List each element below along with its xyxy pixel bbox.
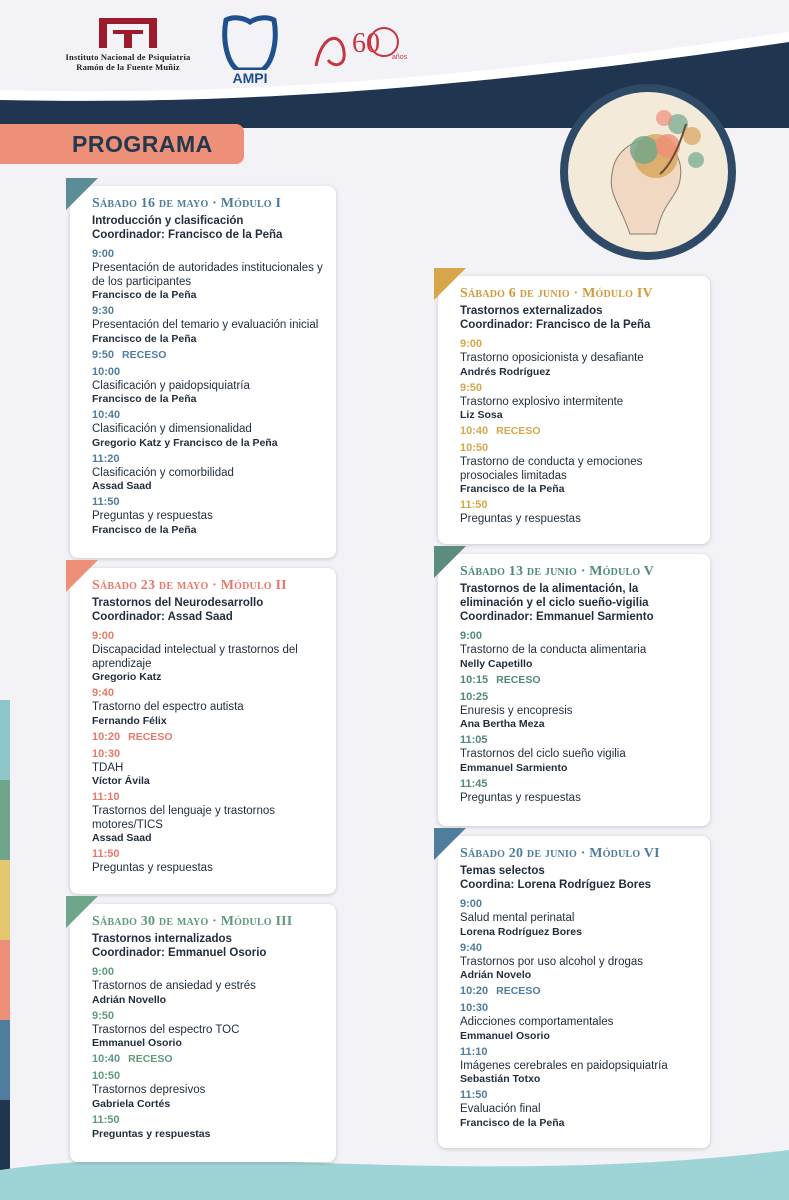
recess-label: RECESO: [496, 425, 541, 437]
session-time: 11:10: [92, 791, 120, 803]
recess-label: RECESO: [122, 348, 167, 361]
session-time: 10:50: [92, 1070, 121, 1082]
session-time: 11:50: [92, 1113, 120, 1126]
corner-accent: [434, 828, 466, 860]
session-time: 11:20: [92, 452, 120, 465]
session-speaker: Lorena Rodríguez Bores: [460, 925, 582, 938]
session-speaker: Víctor Ávila: [92, 775, 150, 787]
session-topic: Trastorno de conducta y emociones prosociales limitadas: [460, 456, 643, 482]
session-topic: Imágenes cerebrales en paidopsiquiatría: [460, 1059, 668, 1072]
module-theme: Introducción y clasificación: [92, 215, 244, 227]
ampi-logo: [216, 12, 284, 88]
session-speaker: Assad Saad: [92, 480, 152, 492]
module-theme: Trastornos del Neurodesarrollo: [92, 597, 264, 609]
session-speaker: Ana Bertha Meza: [460, 718, 545, 730]
session-topic: Trastornos depresivos: [92, 1084, 206, 1096]
session-time: 10:00: [92, 365, 121, 378]
session-speaker: Francisco de la Peña: [460, 1116, 565, 1129]
session-topic: Trastornos del ciclo sueño vigilia: [460, 748, 626, 760]
session-speaker: Emmanuel Osorio: [92, 1037, 182, 1049]
brain-illustration: [560, 84, 736, 260]
session-topic: Preguntas y respuestas: [460, 513, 581, 525]
session-time: 10:50: [460, 442, 489, 454]
session-topic: Trastornos del lenguaje y trastornos motores/TICS: [92, 805, 276, 831]
session-speaker: Francisco de la Peña: [92, 332, 197, 345]
session-topic: Discapacidad intelectual y trastornos del aprendizaje: [92, 644, 298, 670]
session-topic: Preguntas y respuestas: [92, 1127, 211, 1140]
session-topic: Preguntas y respuestas: [460, 791, 581, 804]
inp-name-line1: Instituto Nacional de Psiquiatría: [65, 52, 191, 62]
anniversary-sub: años: [392, 54, 408, 61]
session-time: 9:00: [92, 630, 115, 642]
corner-accent: [66, 560, 98, 592]
module-coordinator: Coordina: Lorena Rodríguez Bores: [460, 879, 652, 891]
recess-time: 10:20: [92, 730, 121, 743]
session-topic: Clasificación y paidopsiquiatría: [92, 379, 250, 392]
recess-time: 10:15: [460, 673, 489, 686]
session-time: 9:00: [92, 966, 115, 978]
session-topic: Trastorno de la conducta alimentaria: [460, 644, 647, 656]
session-topic: Trastorno explosivo intermitente: [460, 395, 624, 408]
session-time: 9:30: [92, 305, 115, 317]
session-time: 11:50: [460, 499, 488, 511]
session-speaker: Andrés Rodríguez: [460, 365, 551, 378]
session-time: 11:05: [460, 734, 488, 746]
session-speaker: Gabriela Cortés: [92, 1097, 171, 1110]
session-speaker: Francisco de la Peña: [92, 393, 197, 405]
recess-row: [92, 348, 326, 363]
module-title: Sábado 6 de junio · Módulo IV: [460, 286, 653, 301]
session-speaker: Adrián Novello: [92, 993, 167, 1006]
inp-logo: [58, 18, 198, 72]
session-speaker: Adrián Novelo: [460, 969, 532, 981]
session-time: 10:30: [460, 1002, 489, 1014]
module-coordinator: Coordinador: Francisco de la Peña: [460, 319, 651, 331]
session-speaker: Liz Sosa: [460, 409, 503, 421]
session-topic: Salud mental perinatal: [460, 912, 575, 924]
recess-time: 9:50: [92, 348, 115, 361]
module-title: Sábado 30 de mayo · Módulo III: [92, 914, 293, 929]
session-speaker: Assad Saad: [92, 832, 152, 844]
module-title: Sábado 13 de junio · Módulo V: [460, 564, 655, 579]
recess-time: 10:20: [460, 985, 489, 997]
session-time: 9:40: [92, 687, 115, 699]
session-time: 9:00: [460, 630, 483, 642]
session-time: 11:50: [92, 496, 120, 508]
session-topic: Clasificación y comorbilidad: [92, 466, 234, 479]
recess-label: RECESO: [496, 985, 541, 997]
session-speaker: Nelly Capetillo: [460, 657, 533, 670]
recess-row: [460, 424, 700, 439]
module-card-4: [438, 276, 710, 544]
session-speaker: Emmanuel Sarmiento: [460, 761, 568, 774]
module-coordinator: Coordinador: Emmanuel Sarmiento: [460, 611, 654, 623]
session-speaker: Sebastián Totxo: [460, 1073, 541, 1085]
ampi-label: AMPI: [216, 70, 284, 86]
session-topic: Adicciones comportamentales: [460, 1016, 614, 1028]
session-topic: Trastorno del espectro autista: [92, 701, 244, 713]
recess-row: [92, 730, 326, 745]
session-time: 11:50: [460, 1089, 488, 1101]
session-topic: Trastornos del espectro TOC: [92, 1023, 240, 1036]
session-speaker: Gregorio Katz: [92, 671, 162, 683]
module-title: Sábado 23 de mayo · Módulo II: [92, 578, 287, 593]
module-card-5: [438, 554, 710, 826]
session-time: 9:50: [460, 381, 483, 394]
recess-label: RECESO: [496, 673, 541, 686]
left-color-bands: [0, 700, 10, 1180]
session-time: 9:00: [460, 338, 483, 350]
recess-time: 10:40: [92, 1053, 121, 1065]
module-theme: Temas selectos: [460, 865, 545, 877]
module-coordinator: Coordinador: Emmanuel Osorio: [92, 947, 267, 959]
session-topic: Trastornos de ansiedad y estrés: [92, 980, 256, 992]
module-card-1: [70, 186, 336, 558]
session-time: 10:40: [92, 409, 121, 421]
session-topic: Presentación del temario y evaluación inicial: [92, 319, 319, 331]
recess-row: [460, 673, 700, 688]
session-time: 9:50: [92, 1009, 115, 1022]
corner-accent: [66, 896, 98, 928]
recess-label: RECESO: [128, 1053, 173, 1065]
module-title: Sábado 20 de junio · Módulo VI: [460, 846, 660, 861]
session-topic: Trastornos por uso alcohol y drogas: [460, 955, 644, 968]
session-topic: Clasificación y dimensionalidad: [92, 423, 252, 435]
session-speaker: Francisco de la Peña: [92, 523, 197, 536]
session-time: 10:30: [92, 747, 121, 760]
session-topic: Presentación de autoridades institucionales y de los participantes: [92, 262, 323, 288]
session-topic: Enuresis y encopresis: [460, 704, 573, 717]
recess-row: [460, 984, 700, 999]
corner-accent: [434, 268, 466, 300]
session-time: 11:50: [92, 848, 120, 860]
module-card-6: [438, 836, 710, 1148]
module-card-3: [70, 904, 336, 1162]
session-topic: Trastorno oposicionista y desafiante: [460, 352, 644, 364]
session-speaker: Gregorio Katz y Francisco de la Peña: [92, 436, 278, 449]
inp-name-line2: Ramón de la Fuente Muñiz: [76, 62, 180, 72]
module-title: Sábado 16 de mayo · Módulo I: [92, 196, 282, 211]
session-speaker: Fernando Félix: [92, 714, 167, 727]
session-topic: TDAH: [92, 761, 124, 774]
session-topic: Preguntas y respuestas: [92, 510, 213, 522]
corner-accent: [66, 178, 98, 210]
anniversary-logo: [312, 22, 422, 72]
anniversary-number: 60: [352, 28, 380, 59]
session-time: 11:45: [460, 777, 488, 790]
session-time: 10:25: [460, 690, 489, 703]
programa-title: PROGRAMA: [72, 131, 213, 157]
session-topic: Preguntas y respuestas: [92, 862, 213, 874]
session-time: 9:00: [92, 248, 115, 260]
session-time: 9:40: [460, 941, 483, 954]
module-coordinator: Coordinador: Assad Saad: [92, 611, 233, 623]
session-speaker: Francisco de la Peña: [460, 483, 565, 495]
session-speaker: Francisco de la Peña: [92, 289, 197, 301]
inp-emblem-icon: [99, 18, 157, 48]
corner-accent: [434, 546, 466, 578]
module-theme: Trastornos internalizados: [92, 933, 232, 945]
head-tree-icon: [560, 84, 736, 260]
module-card-2: [70, 568, 336, 894]
module-coordinator: Coordinador: Francisco de la Peña: [92, 229, 283, 241]
session-time: 9:00: [460, 898, 483, 910]
session-time: 11:10: [460, 1045, 488, 1058]
session-topic: Evaluación final: [460, 1103, 541, 1115]
module-theme: Trastornos de la alimentación, la eliminación y el ciclo sueño-vigilia: [460, 583, 649, 609]
module-theme: Trastornos externalizados: [460, 305, 603, 317]
session-speaker: Emmanuel Osorio: [460, 1029, 550, 1042]
programa-banner: [0, 124, 244, 164]
recess-time: 10:40: [460, 425, 489, 437]
recess-row: [92, 1052, 326, 1067]
recess-label: RECESO: [128, 730, 173, 743]
